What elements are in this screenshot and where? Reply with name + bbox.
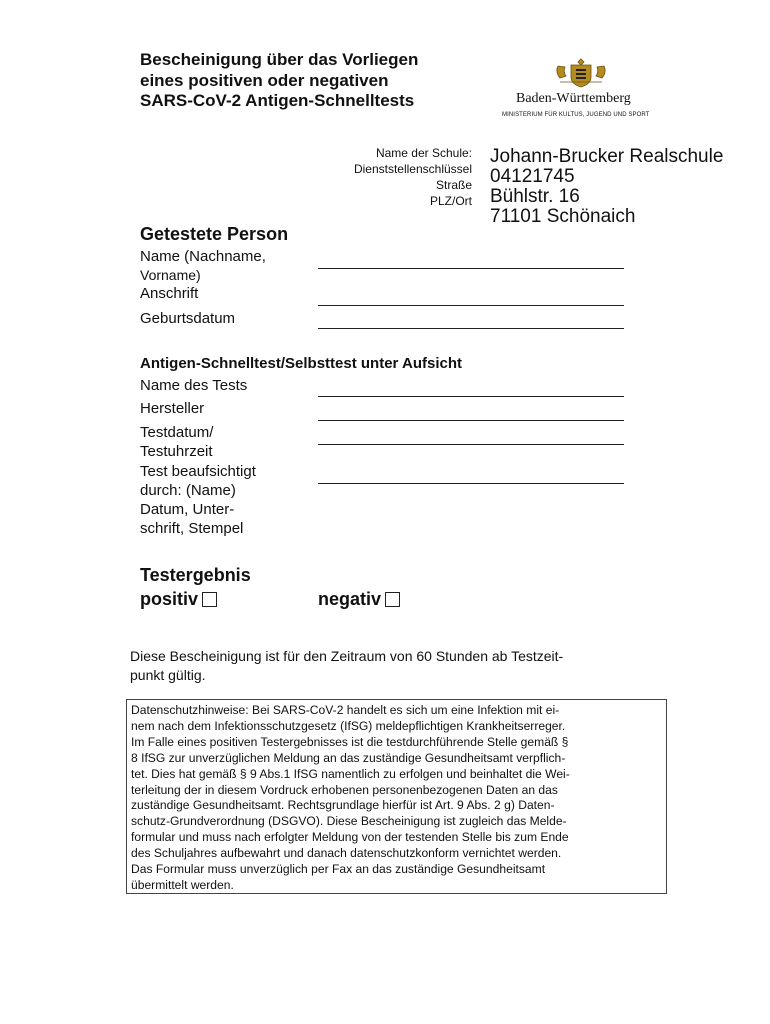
privacy-line: übermittelt werden. [131, 877, 234, 892]
privacy-line: Das Formular muss unverzüglich per Fax an das zuständige Gesundheitsamt [131, 862, 546, 877]
test-name-field[interactable] [318, 396, 624, 397]
document-title [140, 50, 500, 112]
negative-option[interactable] [318, 589, 400, 610]
zip-city-label: PLZ/Ort [429, 194, 472, 208]
privacy-line: Datenschutzhinweise: Bei SARS-CoV-2 handelt es sich um eine Infektion mit ei- [131, 703, 560, 717]
address-label: Anschrift [140, 285, 199, 302]
privacy-line: formular und muss nach erfolgter Meldung von der testenden Stelle bis zum Ende [131, 830, 569, 845]
school-name-value: Johann-Brucker Realschule [490, 146, 724, 167]
validity-note: Diese Bescheinigung ist für den Zeitraum von 60 Stunden ab Testzeit- punkt gültig. [130, 648, 564, 683]
privacy-line: 8 IfSG zur unverzüglichen Meldung an das zuständige Gesundheitsamt verpflich- [131, 750, 566, 765]
privacy-line: Im Falle eines positiven Testergebnisses ist die testdurchführende Stelle gemäß § [131, 734, 569, 749]
negative-checkbox[interactable] [385, 592, 400, 607]
test-name-label: Name des Tests [140, 377, 248, 394]
privacy-notice-box [126, 699, 667, 894]
dob-field[interactable] [318, 328, 624, 329]
test-date-label: Testdatum/ Testuhrzeit [140, 424, 214, 460]
zip-city-value: 71101 Schönaich [490, 206, 636, 227]
manufacturer-label: Hersteller [140, 400, 205, 417]
logo-name: Baden-Württemberg [516, 91, 631, 106]
school-labels [300, 145, 472, 209]
title-line: eines positiven oder negativen [140, 70, 389, 90]
school-values [490, 147, 723, 227]
privacy-line: nem nach dem Infektionsschutzgesetz (IfSG) meldepflichtigen Krankheitserreger. [131, 718, 566, 733]
privacy-line: terleitung der in diesem Vordruck erhobenen personenbezogenen Daten an das [131, 782, 558, 797]
privacy-line: zuständige Gesundheitsamt. Rechtsgrundlage hierfür ist Art. 9 Abs. 2 g) Daten- [131, 798, 555, 813]
test-heading: Antigen-Schnelltest/Selbsttest unter Aufsicht [140, 355, 462, 372]
supervised-by-field[interactable] [318, 483, 624, 484]
street-value: Bühlstr. 16 [490, 186, 580, 207]
street-label: Straße [435, 178, 472, 192]
supervised-by-label: Test beaufsichtigt durch: (Name) Datum, Unter- schrift, Stempel [140, 463, 256, 537]
test-date-field[interactable] [318, 444, 624, 445]
positive-option[interactable] [140, 589, 217, 610]
school-name-label: Name der Schule: [375, 146, 472, 160]
privacy-line: des Schuljahres aufbewahrt und danach datenschutzkonform vernichtet werden. [131, 846, 562, 861]
title-line: Bescheinigung über das Vorliegen [140, 50, 419, 69]
title-line: SARS-CoV-2 Antigen-Schnelltests [140, 91, 415, 110]
positive-label: positiv [140, 589, 199, 609]
person-heading: Getestete Person [140, 224, 289, 244]
logo-subtitle: MINISTERIUM FÜR KULTUS, JUGEND UND SPORT [502, 112, 650, 118]
manufacturer-field[interactable] [318, 420, 624, 421]
name-field[interactable] [318, 268, 624, 269]
address-field[interactable] [318, 305, 624, 306]
privacy-line: schutz-Grundverordnung (DSGVO). Diese Bescheinigung ist zugleich das Melde- [131, 814, 567, 829]
coat-of-arms-icon [552, 56, 610, 90]
privacy-line: tet. Dies hat gemäß § 9 Abs.1 IfSG namentlich zu erfolgen und beinhaltet die Wei- [131, 766, 570, 781]
positive-checkbox[interactable] [202, 592, 217, 607]
school-key-label: Dienststellenschlüssel [353, 162, 472, 176]
school-key-value: 04121745 [490, 166, 575, 187]
result-heading: Testergebnis [140, 565, 251, 585]
negative-label: negativ [318, 589, 382, 609]
name-label: Name (Nachname, Vorname) [140, 248, 266, 283]
dob-label: Geburtsdatum [140, 310, 236, 327]
